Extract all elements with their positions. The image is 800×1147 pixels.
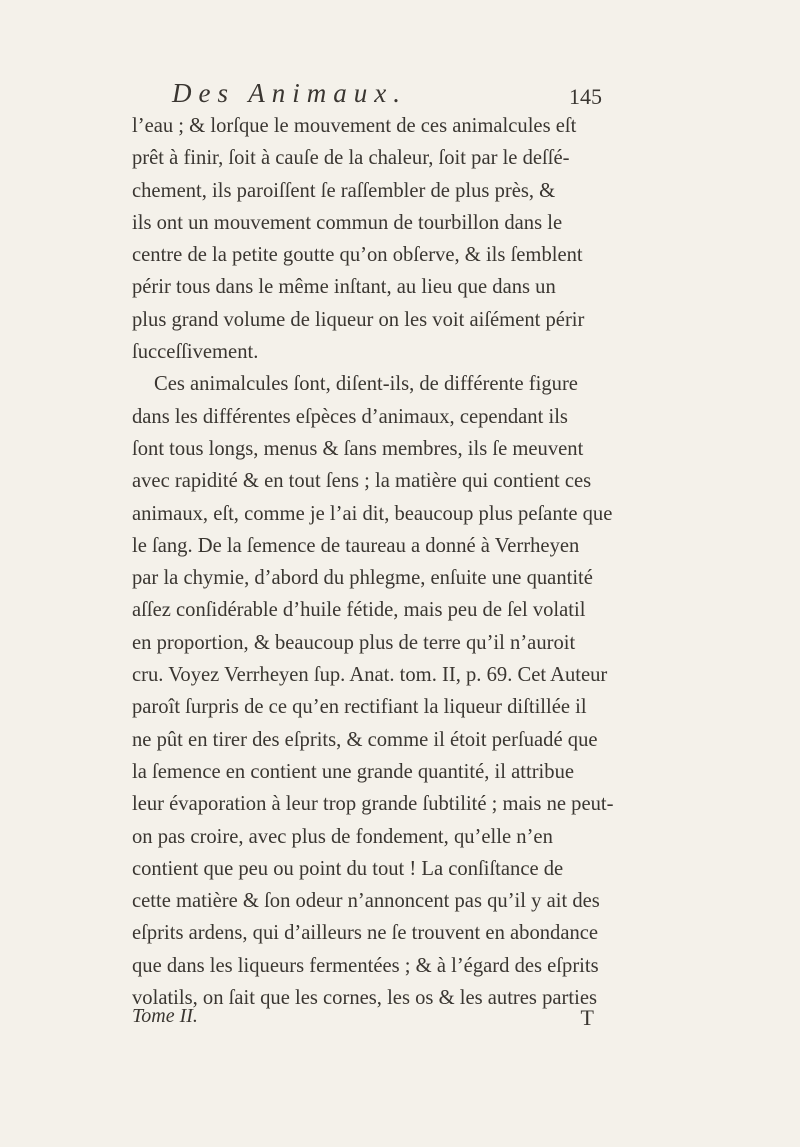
text-line: plus grand volume de liqueur on les voit aiſément périr bbox=[132, 308, 585, 331]
text-line: ſucceſſivement. bbox=[132, 341, 259, 364]
text-line: cru. Voyez Verrheyen ſup. Anat. tom. II, p. 69. Cet Auteur bbox=[132, 664, 608, 687]
text-line: animaux, eſt, comme je l’ai dit, beaucoup plus peſante que bbox=[132, 502, 613, 525]
text-line: aſſez conſidérable d’huile fétide, mais peu de ſel volatil bbox=[132, 599, 586, 622]
text-line: le ſang. De la ſemence de taureau a donné à Verrheyen bbox=[132, 534, 580, 557]
text-line: avec rapidité & en tout ſens ; la matière qui contient ces bbox=[132, 470, 592, 493]
text-line: Ces animalcules ſont, diſent-ils, de différente figure bbox=[154, 373, 578, 396]
text-line: l’eau ; & lorſque le mouvement de ces animalcules eſt bbox=[132, 115, 577, 137]
volume-label: Tome II. bbox=[132, 1005, 198, 1027]
text-line: eſprits ardens, qui d’ailleurs ne ſe trouvent en abondance bbox=[132, 922, 599, 945]
text-line: que dans les liqueurs fermentées ; & à l’égard des eſprits bbox=[132, 954, 599, 977]
page-header bbox=[172, 78, 602, 114]
text-line: par la chymie, d’abord du phlegme, enſuite une quantité bbox=[132, 567, 593, 590]
text-line: on pas croire, avec plus de fondement, qu’elle n’en bbox=[132, 825, 553, 848]
text-line: chement, ils paroiſſent ſe raſſembler de plus près, & bbox=[132, 179, 556, 202]
text-line: volatils, on ſait que les cornes, les os & les autres parties bbox=[132, 987, 597, 1010]
text-line: contient que peu ou point du tout ! La conſiſtance de bbox=[132, 857, 564, 880]
running-title: Des Animaux. bbox=[172, 78, 407, 108]
signature-mark: T bbox=[580, 1005, 594, 1030]
text-line: paroît ſurpris de ce qu’en rectifiant la liqueur diſtillée il bbox=[132, 696, 587, 719]
text-line: la ſemence en contient une grande quantité, il attribue bbox=[132, 760, 575, 783]
page-number: 145 bbox=[569, 84, 602, 109]
text-line: en proportion, & beaucoup plus de terre qu’il n’auroit bbox=[132, 631, 576, 654]
body-text bbox=[132, 110, 614, 1014]
text-line: prêt à finir, ſoit à cauſe de la chaleur, ſoit par le deſſé- bbox=[132, 147, 570, 170]
text-line: cette matière & ſon odeur n’annoncent pas qu’il y ait des bbox=[132, 890, 600, 913]
text-line: ils ont un mouvement commun de tourbillon dans le bbox=[132, 211, 563, 234]
text-line: leur évaporation à leur trop grande ſubtilité ; mais ne peut- bbox=[132, 793, 614, 816]
text-line: dans les différentes eſpèces d’animaux, cependant ils bbox=[132, 405, 568, 428]
page-footer bbox=[132, 1005, 594, 1035]
text-line: ne pût en tirer des eſprits, & comme il étoit perſuadé que bbox=[132, 728, 598, 751]
text-line: ſont tous longs, menus & ſans membres, ils ſe meuvent bbox=[132, 437, 584, 460]
text-line: périr tous dans le même inſtant, au lieu que dans un bbox=[132, 276, 556, 299]
text-line: centre de la petite goutte qu’on obſerve, & ils ſemblent bbox=[132, 244, 583, 267]
